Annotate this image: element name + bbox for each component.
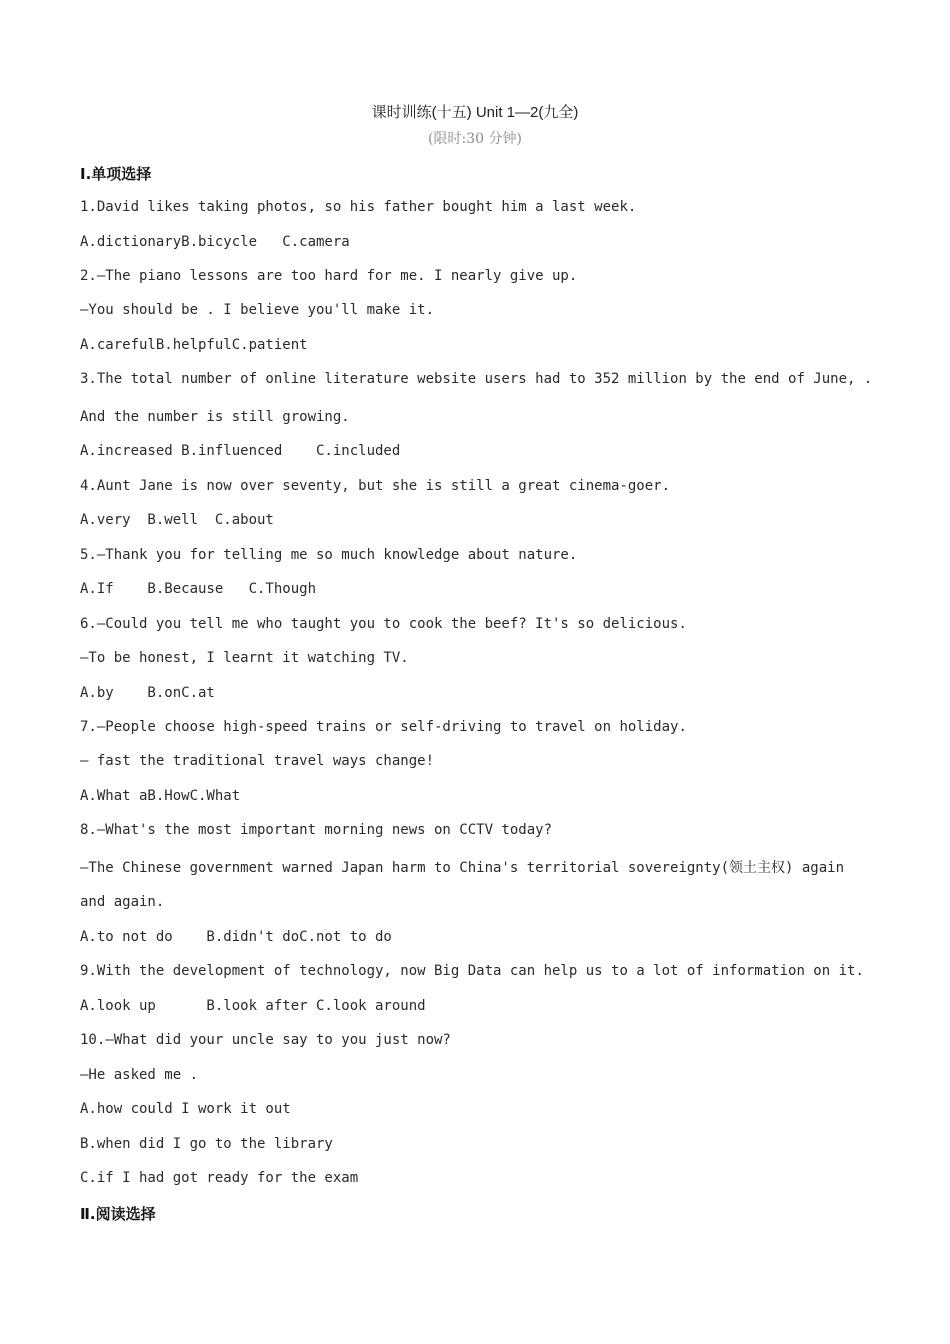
text-line: A.carefulB.helpfulC.patient bbox=[80, 337, 308, 353]
text-line: 9.With the development of technology, now Big Data can help us to a lot of information on it. bbox=[80, 963, 864, 979]
text-line: And the number is still growing. bbox=[80, 409, 350, 425]
text-line: A.increased B.influenced C.included bbox=[80, 443, 401, 459]
text-line: 1.David likes taking photos, so his father bought him a last week. bbox=[80, 199, 637, 215]
text-line: —He asked me . bbox=[80, 1067, 199, 1083]
text-line: A.look up B.look after C.look around bbox=[80, 998, 426, 1014]
text-line: A.very B.well C.about bbox=[80, 512, 274, 528]
section-heading: Ⅰ.单项选择 bbox=[80, 165, 152, 183]
text-line: —To be honest, I learnt it watching TV. bbox=[80, 650, 409, 666]
text-line: B.when did I go to the library bbox=[80, 1136, 333, 1152]
document-subtitle: (限时:30 分钟) bbox=[428, 131, 522, 147]
text-line: A.by B.onC.at bbox=[80, 685, 215, 701]
text-line: —The Chinese government warned Japan harm to China's territorial sovereignty(领土主权) again bbox=[80, 860, 845, 876]
text-line: 2.—The piano lessons are too hard for me. I nearly give up. bbox=[80, 268, 578, 284]
text-line: and again. bbox=[80, 894, 165, 910]
document-title: 课时训练(十五) Unit 1—2(九全) bbox=[371, 104, 579, 121]
text-line: A.to not do B.didn't doC.not to do bbox=[80, 929, 392, 945]
text-line: A.What aB.HowC.What bbox=[80, 788, 241, 804]
text-line: —You should be . I believe you'll make it. bbox=[80, 302, 435, 318]
text-line: 6.—Could you tell me who taught you to cook the beef? It's so delicious. bbox=[80, 616, 687, 632]
text-line: 3.The total number of online literature website users had to 352 million by the end of June, . bbox=[80, 371, 873, 387]
text-line: 7.—People choose high-speed trains or self-driving to travel on holiday. bbox=[80, 719, 687, 735]
text-line: — fast the traditional travel ways change! bbox=[80, 753, 435, 769]
text-line: 10.—What did your uncle say to you just now? bbox=[80, 1032, 451, 1048]
text-line: 5.—Thank you for telling me so much knowledge about nature. bbox=[80, 547, 578, 563]
text-line: A.If B.Because C.Though bbox=[80, 581, 317, 597]
text-line: A.how could I work it out bbox=[80, 1101, 291, 1117]
text-line: 8.—What's the most important morning news on CCTV today? bbox=[80, 822, 553, 838]
text-line: C.if I had got ready for the exam bbox=[80, 1170, 359, 1186]
section-heading: Ⅱ.阅读选择 bbox=[80, 1205, 156, 1223]
text-line: A.dictionaryB.bicycle C.camera bbox=[80, 234, 350, 250]
text-line: 4.Aunt Jane is now over seventy, but she is still a great cinema-goer. bbox=[80, 478, 671, 494]
